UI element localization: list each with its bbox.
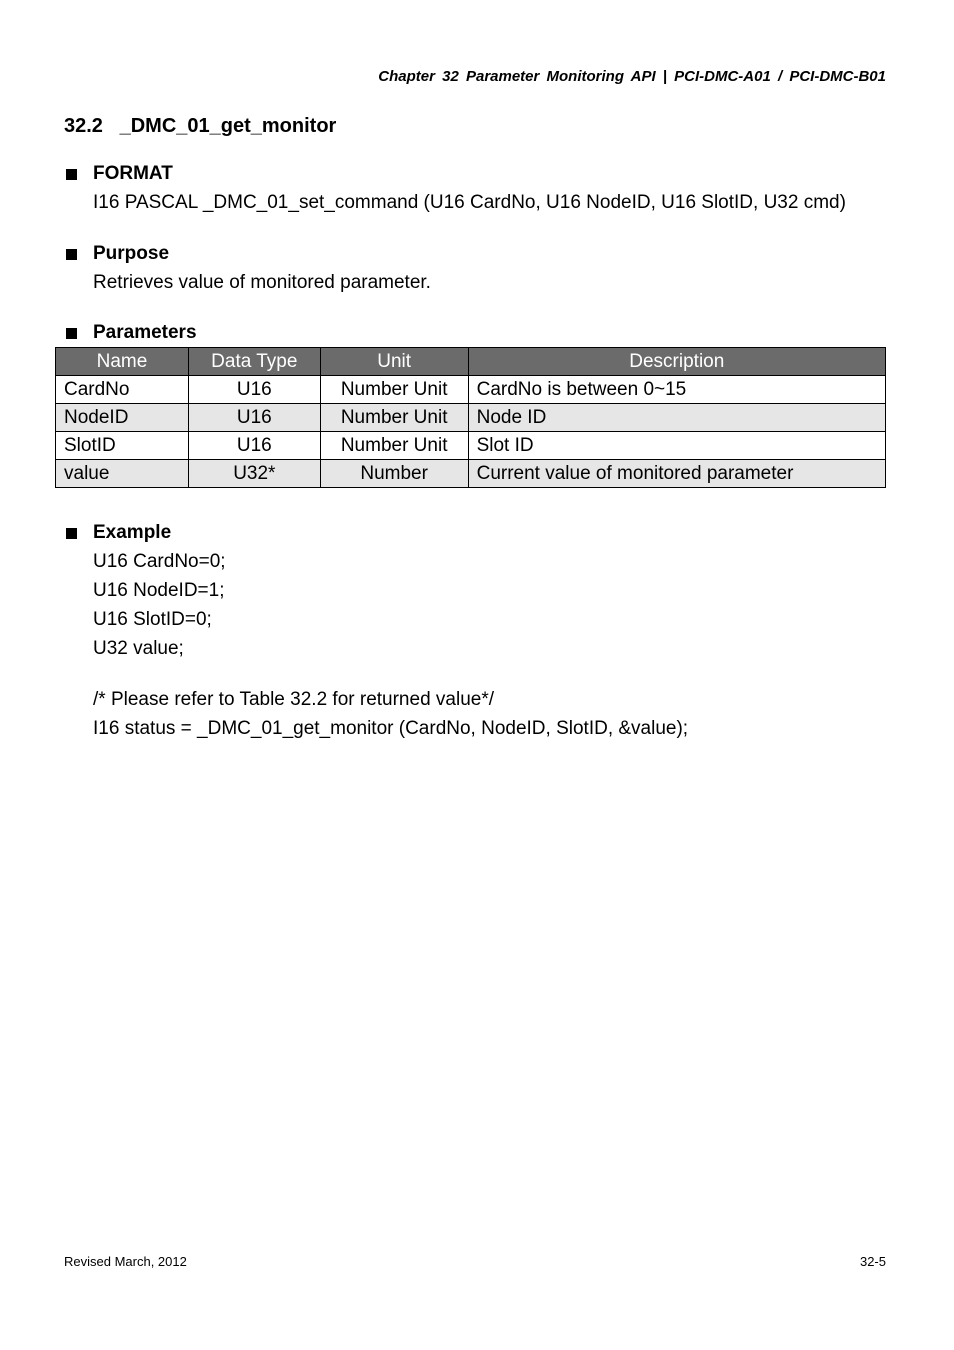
purpose-heading-label: Purpose xyxy=(93,243,170,264)
code-call: I16 status = _DMC_01_get_monitor (CardNo, NodeID, SlotID, &value); xyxy=(93,718,689,739)
parameters-table xyxy=(55,347,886,488)
cell-unit: Number Unit xyxy=(320,376,468,404)
code-comment: /* Please refer to Table 32.2 for returned value*/ xyxy=(93,689,495,710)
format-signature: I16 PASCAL _DMC_01_set_command (U16 CardNo, U16 NodeID, U16 SlotID, U32 cmd) xyxy=(93,192,846,213)
cell-data-type: U16 xyxy=(188,432,320,460)
column-header-description: Description xyxy=(468,348,885,376)
cell-data-type: U32* xyxy=(188,460,320,488)
cell-name: SlotID xyxy=(56,432,189,460)
table-row xyxy=(56,432,886,460)
column-header-unit: Unit xyxy=(320,348,468,376)
example-heading xyxy=(64,521,894,545)
code-line: U16 CardNo=0; xyxy=(93,551,226,572)
table-row xyxy=(56,404,886,432)
column-header-data-type: Data Type xyxy=(188,348,320,376)
example-section xyxy=(64,521,894,743)
example-heading-label: Example xyxy=(93,522,172,543)
purpose-section xyxy=(64,242,894,297)
section-number: 32.2 xyxy=(64,115,103,137)
format-section xyxy=(64,162,894,217)
code-line: U16 NodeID=1; xyxy=(93,580,225,601)
running-header: Chapter 32 Parameter Monitoring API | PCI-DMC-A01 / PCI-DMC-B01 xyxy=(378,68,886,85)
format-heading-label: FORMAT xyxy=(93,163,173,184)
purpose-heading xyxy=(64,242,894,266)
cell-name: CardNo xyxy=(56,376,189,404)
cell-name: value xyxy=(56,460,189,488)
purpose-text: Retrieves value of monitored parameter. xyxy=(93,272,431,293)
table-row xyxy=(56,376,886,404)
table-header-row xyxy=(56,348,886,376)
section-title xyxy=(64,115,336,138)
cell-unit: Number Unit xyxy=(320,404,468,432)
square-bullet-icon xyxy=(66,528,77,539)
square-bullet-icon xyxy=(66,249,77,260)
code-line: U32 value; xyxy=(93,638,184,659)
parameters-heading xyxy=(64,321,197,345)
cell-description: CardNo is between 0~15 xyxy=(468,376,885,404)
footer-page-number: 32-5 xyxy=(859,1254,886,1269)
section-function-name: _DMC_01_get_monitor xyxy=(119,115,337,137)
parameters-heading-label: Parameters xyxy=(93,322,197,343)
cell-unit: Number xyxy=(320,460,468,488)
cell-description: Slot ID xyxy=(468,432,885,460)
format-heading xyxy=(64,162,894,186)
cell-data-type: U16 xyxy=(188,376,320,404)
cell-description: Current value of monitored parameter xyxy=(468,460,885,488)
example-code xyxy=(64,547,894,743)
spacer xyxy=(64,663,894,685)
code-line: U16 SlotID=0; xyxy=(93,609,212,630)
table-row xyxy=(56,460,886,488)
square-bullet-icon xyxy=(66,328,77,339)
cell-data-type: U16 xyxy=(188,404,320,432)
square-bullet-icon xyxy=(66,169,77,180)
cell-description: Node ID xyxy=(468,404,885,432)
column-header-name: Name xyxy=(56,348,189,376)
cell-unit: Number Unit xyxy=(320,432,468,460)
cell-name: NodeID xyxy=(56,404,189,432)
footer-revision: Revised March, 2012 xyxy=(64,1254,187,1269)
